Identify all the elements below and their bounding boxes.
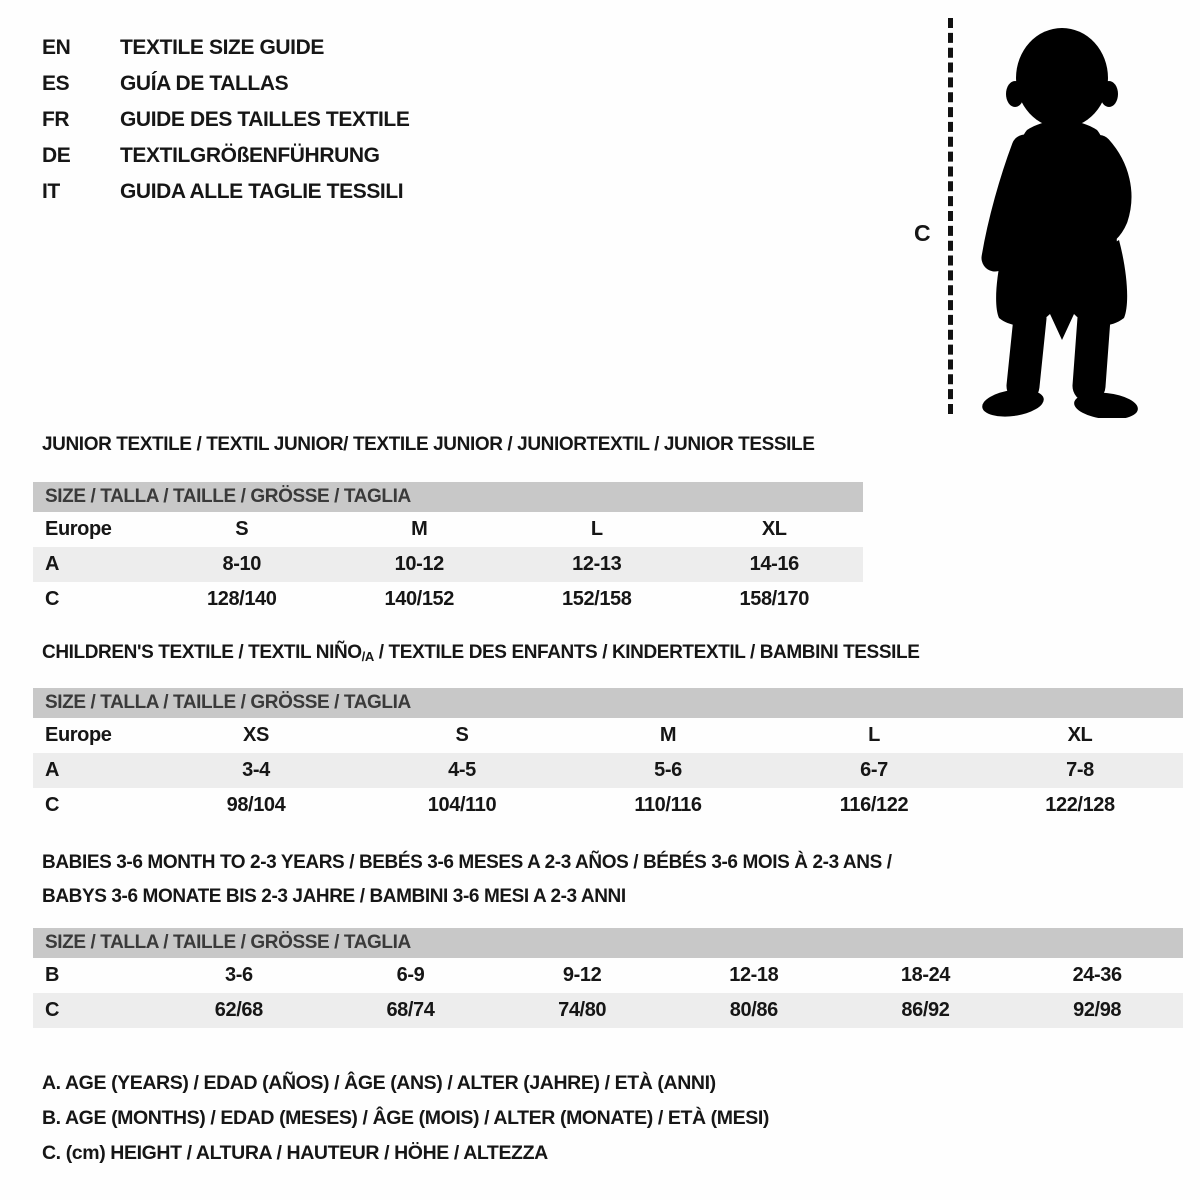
children-title-suffix: / TEXTILE DES ENFANTS / KINDERTEXTIL / BAMBINI TESSILE xyxy=(373,642,920,663)
lang-code: ES xyxy=(42,72,70,95)
height-cell: 158/170 xyxy=(739,588,809,610)
height-cell: 104/110 xyxy=(427,794,497,816)
table-row-height xyxy=(33,788,1183,823)
guide-title-en: TEXTILE SIZE GUIDE xyxy=(120,36,324,59)
height-cell: 122/128 xyxy=(1045,794,1115,816)
babies-section-title-line1: BABIES 3-6 MONTH TO 2-3 YEARS / BEBÉS 3-6 MESES A 2-3 AÑOS / BÉBÉS 3-6 MOIS À 2-3 ANS / xyxy=(42,852,892,873)
legend-age-years: A. AGE (YEARS) / EDAD (AÑOS) / ÂGE (ANS) / ALTER (JAHRE) / ETÀ (ANNI) xyxy=(42,1072,716,1094)
age-cell: 10-12 xyxy=(394,553,444,575)
row-label: B xyxy=(45,964,60,986)
size-cell: XL xyxy=(761,518,787,540)
height-dashed-line xyxy=(948,18,953,414)
age-cell: 8-10 xyxy=(222,553,261,575)
height-measure-label: C xyxy=(914,220,931,246)
height-cell: 98/104 xyxy=(226,794,286,816)
size-cell: XL xyxy=(1067,724,1093,746)
height-cell: 86/92 xyxy=(901,999,950,1021)
lang-code: IT xyxy=(42,180,60,203)
row-label: A xyxy=(45,759,60,781)
table-row-age xyxy=(33,753,1183,788)
height-cell: 152/158 xyxy=(562,588,632,610)
lang-code: EN xyxy=(42,36,71,59)
height-cell: 128/140 xyxy=(207,588,277,610)
table-row-height xyxy=(33,993,1183,1028)
table-row-europe xyxy=(33,718,1183,753)
children-size-table xyxy=(33,688,1183,823)
table-row-height xyxy=(33,582,863,617)
months-cell: 12-18 xyxy=(729,964,779,986)
table-row-months xyxy=(33,958,1183,993)
guide-title-es: GUÍA DE TALLAS xyxy=(120,72,289,95)
size-cell: XS xyxy=(243,724,269,746)
junior-section-title: JUNIOR TEXTILE / TEXTIL JUNIOR/ TEXTILE JUNIOR / JUNIORTEXTIL / JUNIOR TESSILE xyxy=(42,434,815,455)
lang-row-fr xyxy=(42,102,409,138)
age-cell: 4-5 xyxy=(448,759,476,781)
height-cell: 110/116 xyxy=(634,794,702,816)
months-cell: 9-12 xyxy=(562,964,602,986)
size-cell: M xyxy=(411,518,428,540)
size-header-bar: SIZE / TALLA / TAILLE / GRÖSSE / TAGLIA xyxy=(33,928,1183,958)
lang-row-es xyxy=(42,66,409,102)
age-cell: 6-7 xyxy=(860,759,888,781)
table-row-europe xyxy=(33,512,863,547)
height-cell: 80/86 xyxy=(729,999,778,1021)
row-label: Europe xyxy=(45,518,112,540)
months-cell: 18-24 xyxy=(900,964,951,986)
babies-section-title-line2: BABYS 3-6 MONATE BIS 2-3 JAHRE / BAMBINI 3-6 MESI A 2-3 ANNI xyxy=(42,886,626,907)
measure-legend xyxy=(42,1066,769,1171)
age-cell: 12-13 xyxy=(572,553,622,575)
months-cell: 3-6 xyxy=(224,964,253,986)
guide-title-de: TEXTILGRÖßENFÜHRUNG xyxy=(120,144,380,167)
language-title-list xyxy=(42,30,409,210)
age-cell: 7-8 xyxy=(1066,759,1094,781)
row-label: A xyxy=(45,553,60,575)
lang-code: DE xyxy=(42,144,71,167)
children-title-prefix: CHILDREN'S TEXTILE / TEXTIL NIÑO xyxy=(42,642,362,663)
children-title-sub: /A xyxy=(361,649,374,664)
legend-age-months: B. AGE (MONTHS) / EDAD (MESES) / ÂGE (MOIS) / ALTER (MONATE) / ETÀ (MESI) xyxy=(42,1107,769,1129)
months-cell: 6-9 xyxy=(396,964,425,986)
height-cell: 68/74 xyxy=(386,999,435,1021)
size-cell: S xyxy=(455,724,469,746)
guide-title-it: GUIDA ALLE TAGLIE TESSILI xyxy=(120,180,404,203)
height-figure xyxy=(880,0,1180,430)
size-cell: M xyxy=(659,724,677,746)
height-cell: 116/122 xyxy=(839,794,909,816)
size-cell: L xyxy=(868,724,880,746)
row-label: Europe xyxy=(45,724,112,746)
guide-title-fr: GUIDE DES TAILLES TEXTILE xyxy=(120,108,410,131)
size-cell: L xyxy=(590,518,603,540)
height-cell: 140/152 xyxy=(384,588,454,610)
babies-size-table xyxy=(33,928,1183,1028)
age-cell: 5-6 xyxy=(654,759,682,781)
lang-code: FR xyxy=(42,108,70,131)
lang-row-en xyxy=(42,30,409,66)
age-cell: 3-4 xyxy=(242,759,270,781)
height-cell: 74/80 xyxy=(558,999,607,1021)
lang-row-it xyxy=(42,174,409,210)
legend-height-cm: C. (cm) HEIGHT / ALTURA / HAUTEUR / HÖHE / ALTEZZA xyxy=(42,1142,548,1164)
months-cell: 24-36 xyxy=(1072,964,1122,986)
children-section-title xyxy=(42,642,919,664)
lang-row-de xyxy=(42,138,409,174)
row-label: C xyxy=(45,588,60,610)
toddler-silhouette-icon xyxy=(962,18,1162,418)
size-cell: S xyxy=(235,518,249,540)
size-header-bar: SIZE / TALLA / TAILLE / GRÖSSE / TAGLIA xyxy=(33,688,1183,718)
age-cell: 14-16 xyxy=(749,553,799,575)
height-cell: 62/68 xyxy=(214,999,263,1021)
row-label: C xyxy=(45,999,60,1021)
table-row-age xyxy=(33,547,863,582)
size-header-bar: SIZE / TALLA / TAILLE / GRÖSSE / TAGLIA xyxy=(33,482,863,512)
height-cell: 92/98 xyxy=(1073,999,1122,1021)
junior-size-table xyxy=(33,482,863,617)
row-label: C xyxy=(45,794,60,816)
